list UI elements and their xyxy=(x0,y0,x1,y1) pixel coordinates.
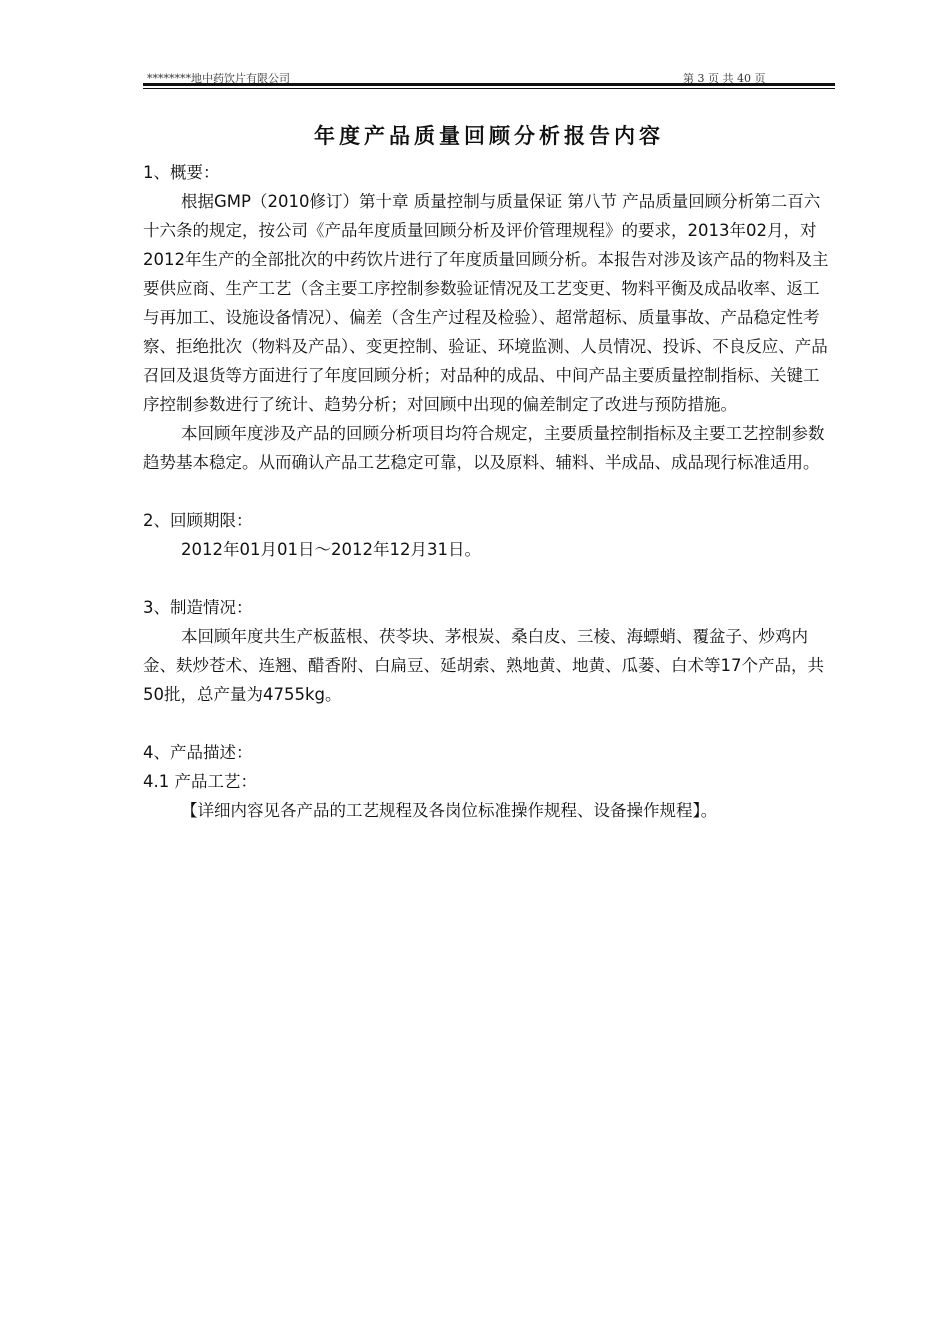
subsection-heading-process: 4.1 产品工艺： xyxy=(143,772,257,791)
spacer xyxy=(143,564,835,593)
spacer xyxy=(143,477,835,506)
section-heading-product-description: 4、产品描述： xyxy=(143,743,253,762)
header-divider-thin xyxy=(143,88,835,89)
section-heading-period: 2、回顾期限： xyxy=(143,511,253,530)
section-heading-overview: 1、概要： xyxy=(143,163,220,182)
document-title: 年度产品质量回顾分析报告内容 xyxy=(314,123,664,148)
manufacturing-text: 本回顾年度共生产板蓝根、茯苓块、茅根炭、桑白皮、三棱、海螵蛸、覆盆子、炒鸡内金、麸炒苍术、连翘、醋香附、白扁豆、延胡索、熟地黄、地黄、瓜蒌、白术等17个产品，共50批，总产量为4755kg。 xyxy=(143,627,824,704)
header-page-number: 第 3 页 共 40 页 xyxy=(683,72,766,85)
header-divider-thick xyxy=(143,83,835,86)
document-body xyxy=(143,158,835,825)
header-company-name: ********地中药饮片有限公司 xyxy=(147,72,290,85)
overview-paragraph-1: 根据GMP（2010修订）第十章 质量控制与质量保证 第八节 产品质量回顾分析第二百六十六条的规定，按公司《产品年度质量回顾分析及评价管理规程》的要求，2013年02月，对2012年生产的全部批次的中药饮片进行了年度质量回顾分析。本报告对涉及该产品的物料及主要供应商、生产工艺（含主要工序控制参数验证情况及工艺变更、物料平衡及成品收率、返工与再加工、设施设备情况）、偏差（含生产过程及检验）、超常超标、质量事故、产品稳定性考察、拒绝批次（物料及产品）、变更控制、验证、环境监测、人员情况、投诉、不良反应、产品召回及退货等方面进行了年度回顾分析；对品种的成品、中间产品主要质量控制指标、关键工序控制参数进行了统计、趋势分析；对回顾中出现的偏差制定了改进与预防措施。 xyxy=(143,192,829,414)
period-text: 2012年01月01日～2012年12月31日。 xyxy=(181,540,481,559)
spacer xyxy=(143,709,835,738)
section-heading-manufacturing: 3、制造情况： xyxy=(143,598,253,617)
process-reference-text: 【详细内容见各产品的工艺规程及各岗位标准操作规程、设备操作规程】。 xyxy=(181,801,718,820)
overview-paragraph-2: 本回顾年度涉及产品的回顾分析项目均符合规定，主要质量控制指标及主要工艺控制参数趋势基本稳定。从而确认产品工艺稳定可靠，以及原料、辅料、半成品、成品现行标准适用。 xyxy=(143,424,825,472)
page-header xyxy=(143,70,835,84)
